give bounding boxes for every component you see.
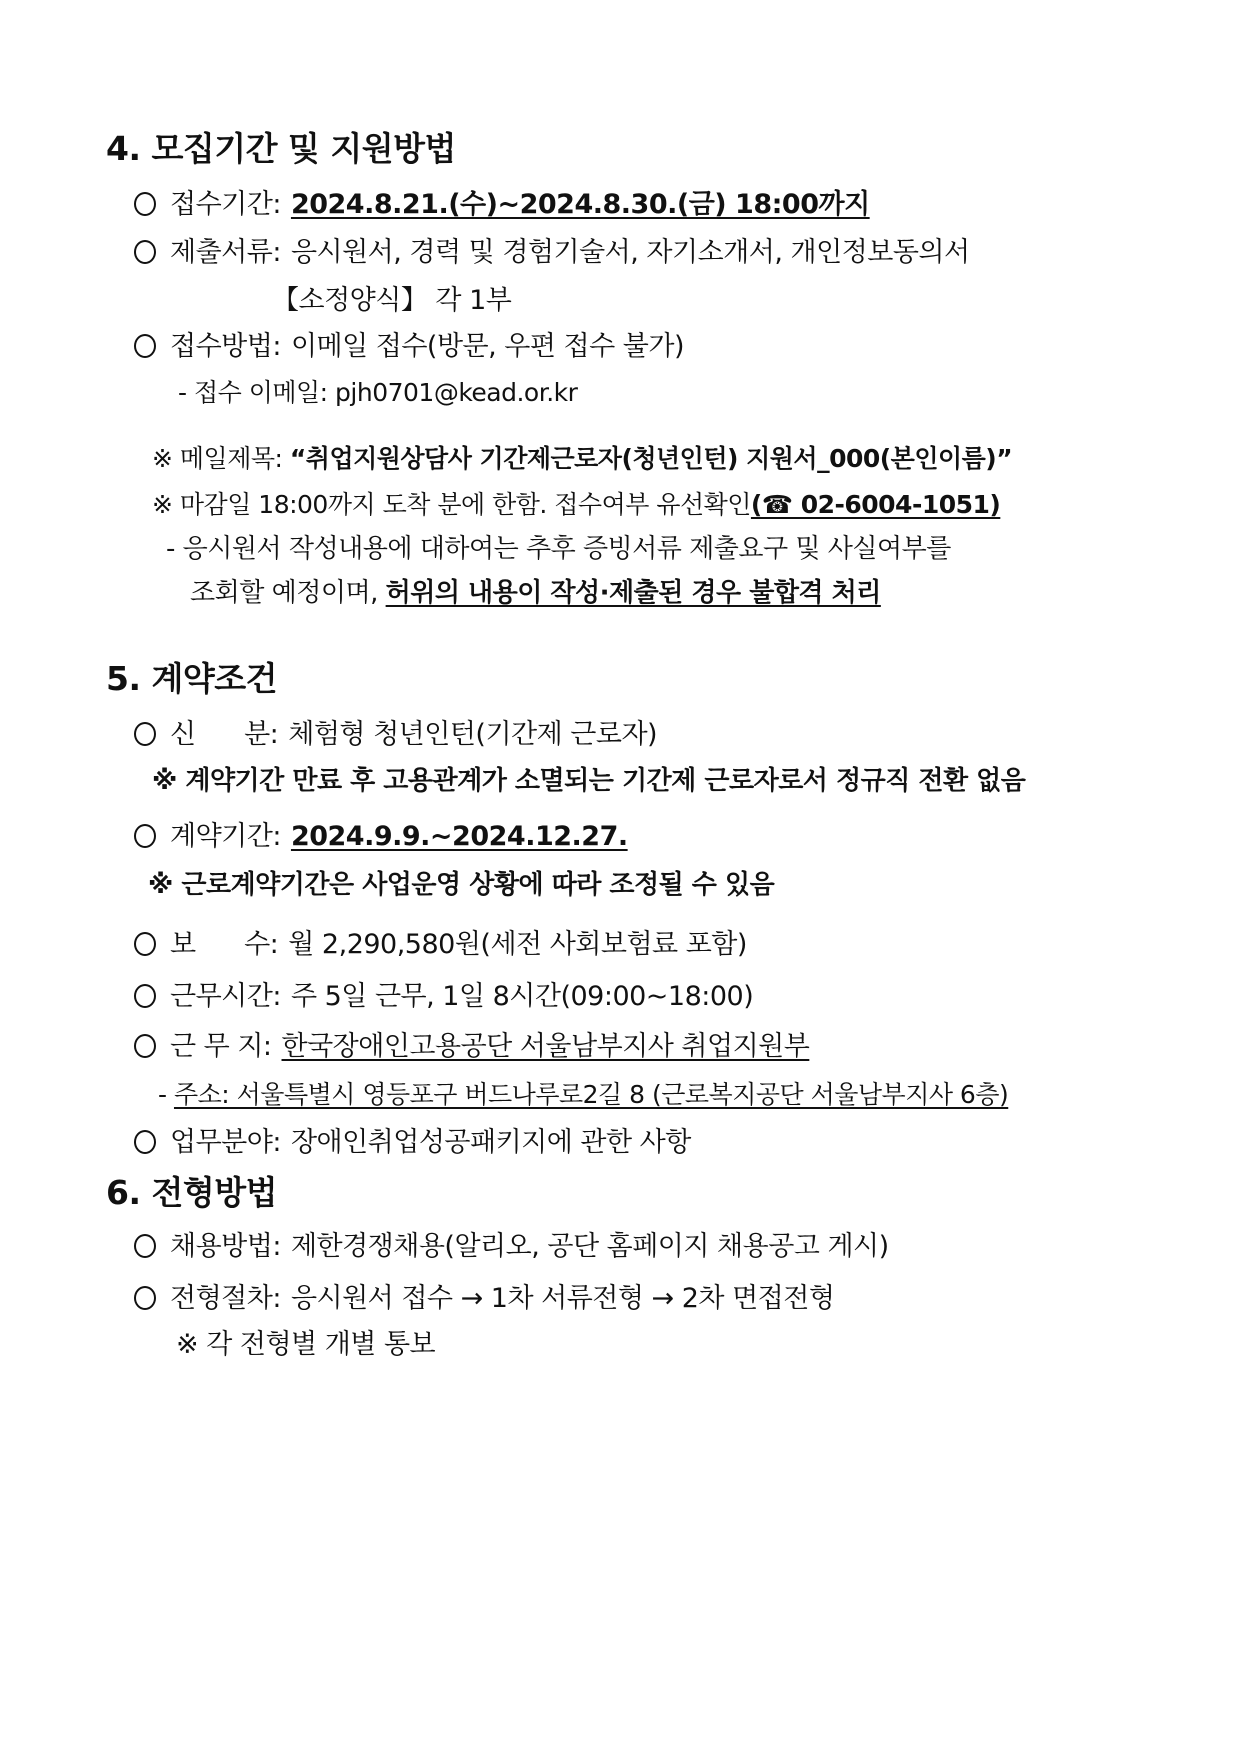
circle-bullet-icon [134,334,156,358]
circle-bullet-icon [134,932,156,956]
workplace-label: 근 무 지: [170,1031,272,1062]
email-line: - 접수 이메일: pjh0701@kead.or.kr [178,378,578,407]
hire-method-value: 제한경쟁채용(알리오, 공단 홈페이지 채용공고 게시) [290,1231,889,1262]
submit-method-value: 이메일 접수(방문, 우편 접수 불가) [290,331,684,362]
pay-value: 월 2,290,580원(세전 사회보험료 포함) [288,929,747,960]
contract-period-row [134,820,628,854]
recruit-period-row [134,188,870,222]
status-note: ※ 계약기간 만료 후 고용관계가 소멸되는 기간제 근로자로서 정규직 전환 없음 [152,766,1026,796]
section-4-title: 4. 모집기간 및 지원방법 [106,129,456,168]
mail-subject-prefix: ※ 메일제목: [152,444,290,473]
address-row [158,1078,1008,1112]
work-hours-label: 근무시간: [170,981,281,1012]
process-note: ※ 각 전형별 개별 통보 [176,1329,436,1360]
process-value: 응시원서 접수 → 1차 서류전형 → 2차 면접전형 [290,1283,835,1314]
mail-subject-value: “취업지원상담사 기간제근로자(청년인턴) 지원서_000(본인이름)” [289,444,1013,473]
phone-number: (☎ 02-6004-1051) [750,490,1001,519]
workplace-value: 한국장애인고용공단 서울남부지사 취업지원부 [281,1031,810,1062]
contract-period-label: 계약기간: [170,821,281,852]
pay-label: 보 수: [170,929,279,960]
documents-label: 제출서류: [170,237,281,268]
circle-bullet-icon [134,722,156,746]
submit-method-label: 접수방법: [170,331,281,362]
recruit-period-value: 2024.8.21.(수)~2024.8.30.(금) 18:00까지 [290,189,870,220]
circle-bullet-icon [134,824,156,848]
documents-value: 응시원서, 경력 및 경험기술서, 자기소개서, 개인정보동의서 [290,237,970,268]
work-field-label: 업무분야: [170,1127,281,1158]
circle-bullet-icon [134,192,156,216]
recruit-period-label: 접수기간: [170,189,281,220]
work-field-value: 장애인취업성공패키지에 관한 사항 [290,1127,691,1158]
workplace-row [134,1030,809,1064]
status-value: 체험형 청년인턴(기간제 근로자) [288,719,658,750]
verify-note-line1: - 응시원서 작성내용에 대하여는 추후 증빙서류 제출요구 및 사실여부를 [166,534,951,564]
circle-bullet-icon [134,240,156,264]
status-row [134,718,657,752]
submit-method-row [134,330,684,364]
work-hours-value: 주 5일 근무, 1일 8시간(09:00~18:00) [290,981,754,1012]
verify-note-line2 [190,576,881,610]
mail-subject-note [152,442,1012,476]
verify-note-prefix: 조회할 예정이며, [190,578,386,608]
hire-method-label: 채용방법: [170,1231,281,1262]
address-value: 주소: 서울특별시 영등포구 버드나루로2길 8 (근로복지공단 서울남부지사 6층) [173,1080,1009,1109]
documents-row [134,236,970,270]
work-hours-row [134,980,753,1014]
hire-method-row [134,1230,889,1264]
section-5-title: 5. 계약조건 [106,659,277,698]
circle-bullet-icon [134,1130,156,1154]
process-row [134,1282,834,1316]
verify-note-emphasis: 허위의 내용이 작성·제출된 경우 불합격 처리 [385,578,881,608]
process-label: 전형절차: [170,1283,281,1314]
deadline-note [152,488,1000,522]
pay-row [134,928,747,962]
circle-bullet-icon [134,1034,156,1058]
section-6-title: 6. 전형방법 [106,1173,277,1212]
work-field-row [134,1126,691,1160]
contract-period-note: ※ 근로계약기간은 사업운영 상황에 따라 조정될 수 있음 [148,870,775,900]
documents-value-cont: 【소정양식】 각 1부 [272,285,512,316]
address-dash: - [158,1080,174,1109]
contract-period-value: 2024.9.9.~2024.12.27. [290,821,628,852]
status-label: 신 분: [170,719,279,750]
deadline-text: ※ 마감일 18:00까지 도착 분에 한함. 접수여부 유선확인 [152,490,751,519]
circle-bullet-icon [134,984,156,1008]
circle-bullet-icon [134,1286,156,1310]
circle-bullet-icon [134,1234,156,1258]
